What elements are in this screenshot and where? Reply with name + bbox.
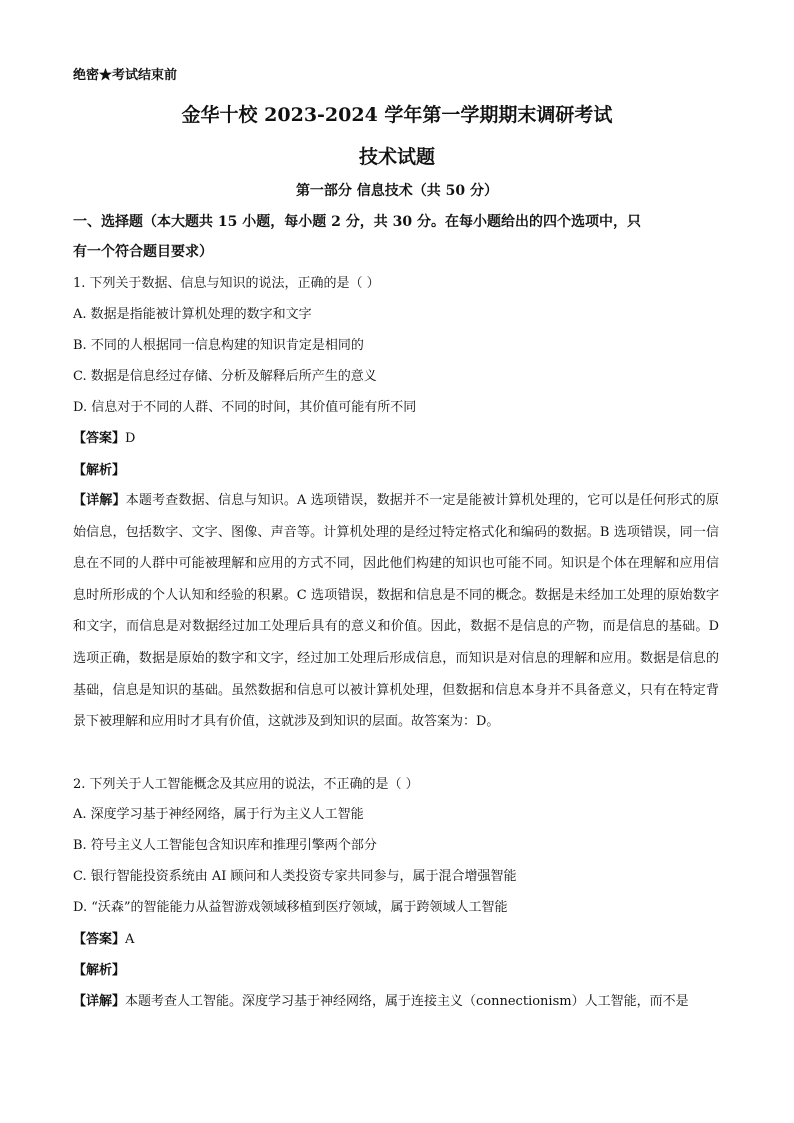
q1-option-b: B. 不同的人根据同一信息构建的知识肯定是相同的: [73, 338, 364, 353]
q1-stem: 1. 下列关于数据、信息与知识的说法，正确的是（ ）: [73, 276, 380, 291]
q2-stem: 2. 下列关于人工智能概念及其应用的说法，不正确的是（ ）: [73, 777, 419, 792]
section-heading-line1: 一、选择题（本大题共 15 小题，每小题 2 分，共 30 分。在每小题给出的四个选项中，只: [73, 214, 641, 230]
q1-option-d: D. 信息对于不同的人群、不同的时间，其价值可能有所不同: [73, 400, 417, 415]
q2-detail-text: 本题考查人工智能。深度学习基于神经网络，属于连接主义（connectionism）人工智能，而不是: [125, 994, 689, 1009]
q1-detail-text: 本题考查数据、信息与知识。A 选项错误，数据并不一定是能被计算机处理的，它可以是任何形式的原始信息，包括数字、文字、图像、声音等。计算机处理的是经过特定格式化和编码的数据。B 选项错误，同一信息在不同的人群中可能被理解和应用的方式不同，因此他们构建的知识也可能不同。知识是个体在理解和应用信息时所形成的个人认知和经验的积累。C 选项错误，数据和信息是不同的概念。数据是未经加工处理的原始数字和文字，而信息是对数据经过加工处理后具有的意义和价值。因此，数据不是信息的产物，而是信息的基础。D 选项正确，数据是原始的数字和文字，经过加工处理后形成信息，而知识是对信息的理解和应用。数据是信息的基础，信息是知识的基础。虽然数据和信息可以被计算机处理，但数据和信息本身并不具备意义，只有在特定背景下被理解和应用时才具有价值，这就涉及到知识的层面。故答案为：D。: [73, 493, 719, 730]
q1-analysis-label: 【解析】: [73, 463, 126, 478]
q2-option-b: B. 符号主义人工智能包含知识库和推理引擎两个部分: [73, 838, 377, 853]
q1-detail: [73, 485, 719, 738]
secret-label: 绝密★考试结束前: [73, 68, 178, 83]
q2-detail-label: 【详解】: [73, 994, 126, 1009]
q2-answer-value: A: [125, 932, 135, 947]
q1-answer-label: 【答案】: [73, 431, 126, 446]
q2-detail: [73, 992, 689, 1012]
q1-answer-value: D: [125, 431, 136, 446]
q1-option-a: A. 数据是指能被计算机处理的数字和文字: [73, 307, 312, 322]
section-heading-line2: 有一个符合题目要求）: [73, 244, 213, 260]
q2-analysis-label: 【解析】: [73, 963, 126, 978]
q1-answer: [73, 429, 135, 449]
exam-title: 金华十校 2023-2024 学年第一学期期末调研考试: [181, 104, 613, 126]
q2-option-c: C. 银行智能投资系统由 AI 顾问和人类投资专家共同参与，属于混合增强智能: [73, 869, 517, 884]
q1-detail-label: 【详解】: [73, 493, 126, 508]
q1-option-c: C. 数据是信息经过存储、分析及解释后所产生的意义: [73, 369, 377, 384]
q2-option-a: A. 深度学习基于神经网络，属于行为主义人工智能: [73, 807, 364, 822]
q2-answer: [73, 930, 134, 950]
q2-option-d: D. “沃森”的智能能力从益智游戏领域移植到医疗领域，属于跨领域人工智能: [73, 900, 508, 915]
part-title: 第一部分 信息技术（共 50 分）: [295, 183, 499, 199]
q2-answer-label: 【答案】: [73, 932, 126, 947]
subject-title: 技术试题: [358, 146, 435, 168]
